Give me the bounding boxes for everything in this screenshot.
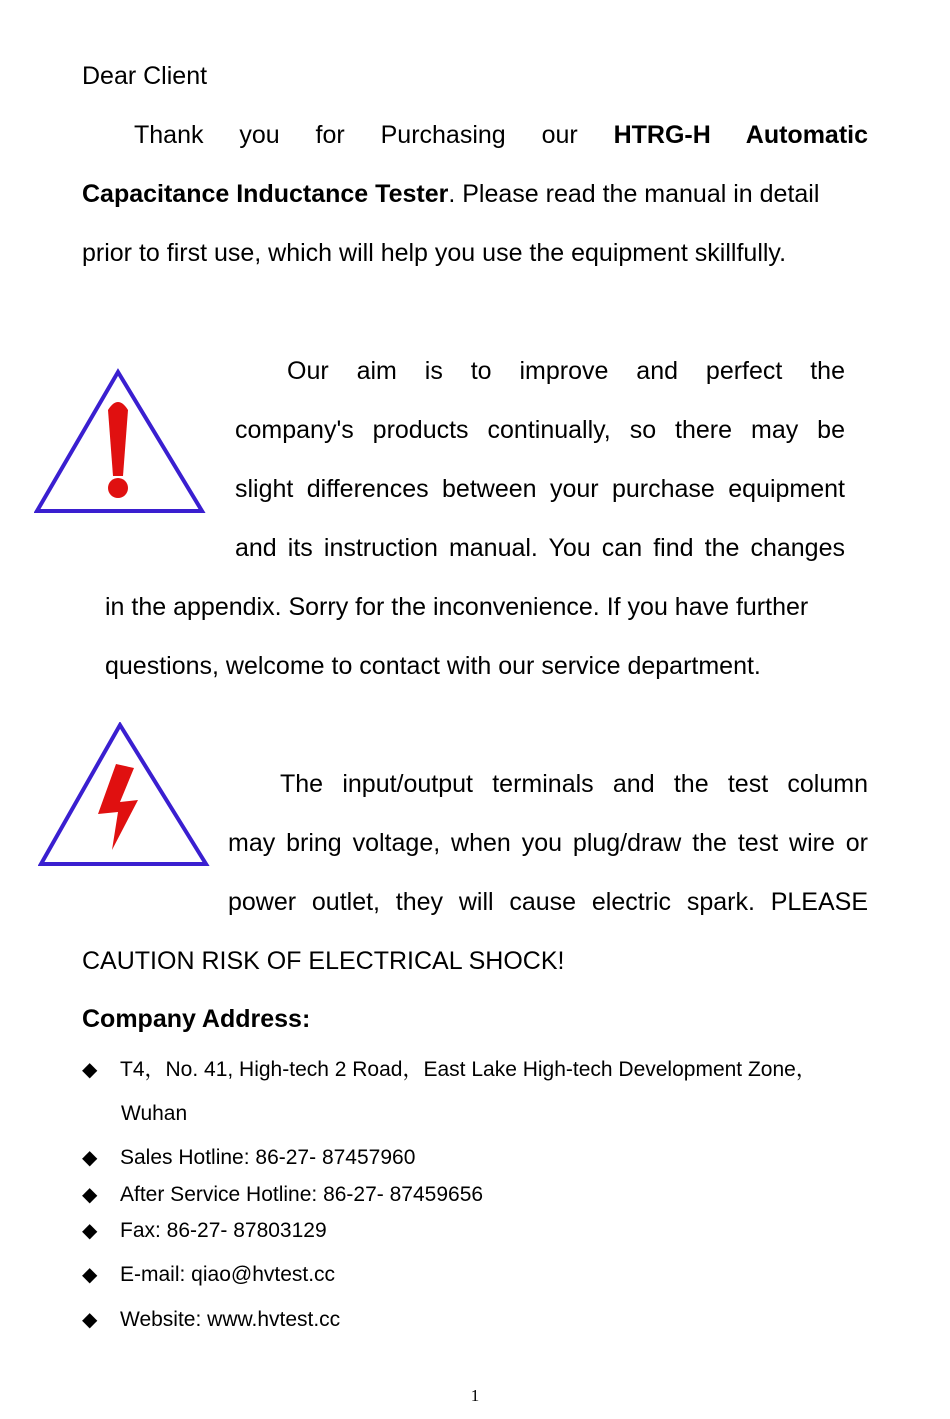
list-item-sales [82, 1145, 415, 1171]
notice-line-2: company's products continually, so there may be [235, 416, 845, 444]
shock-line-4: CAUTION RISK OF ELECTRICAL SHOCK! [82, 947, 565, 975]
notice-line-4: and its instruction manual. You can find the changes [235, 534, 845, 562]
diamond-bullet-icon: ◆ [82, 1264, 98, 1286]
list-item-website [82, 1307, 340, 1333]
after-service-hotline: After Service Hotline: 86-27- 87459656 [120, 1183, 484, 1206]
company-heading: Company Address: [82, 1005, 311, 1033]
address-line-2: Wuhan [121, 1102, 188, 1125]
shock-line-1: The input/output terminals and the test column [280, 770, 868, 798]
intro-line-1 [82, 120, 868, 150]
email: E-mail: qiao@hvtest.cc [120, 1263, 336, 1286]
intro-line-3: prior to first use, which will help you use the equipment skillfully. [82, 239, 787, 267]
intro-text: Thank you for Purchasing our [134, 121, 614, 149]
address-line-1: T4，No. 41, High-tech 2 Road，East Lake High-tech Development Zone， [120, 1058, 817, 1081]
sales-hotline: Sales Hotline: 86-27- 87457960 [120, 1146, 416, 1169]
list-item-fax [82, 1218, 327, 1244]
intro-line-2 [82, 179, 819, 209]
list-item-after-service [82, 1182, 483, 1208]
website: Website: www.hvtest.cc [120, 1308, 341, 1331]
diamond-bullet-icon: ◆ [82, 1309, 98, 1331]
notice-line-3: slight differences between your purchase equipment [235, 475, 845, 503]
diamond-bullet-icon: ◆ [82, 1184, 98, 1206]
exclamation-bar [108, 402, 128, 476]
notice-line-5: in the appendix. Sorry for the inconvenience. If you have further [105, 593, 809, 621]
list-item-email [82, 1262, 335, 1288]
lightning-bolt [98, 764, 138, 850]
exclamation-dot [108, 478, 128, 498]
diamond-bullet-icon: ◆ [82, 1059, 98, 1081]
intro-text-2: . Please read the manual in detail [448, 180, 820, 208]
notice-line-6: questions, welcome to contact with our service department. [105, 652, 761, 680]
shock-line-3: power outlet, they will cause electric spark. PLEASE [228, 888, 868, 916]
greeting: Dear Client [82, 62, 208, 90]
diamond-bullet-icon: ◆ [82, 1147, 98, 1169]
triangle-outline [41, 725, 206, 864]
electric-shock-warning-icon [38, 722, 210, 870]
warning-exclamation-icon [34, 368, 206, 516]
diamond-bullet-icon: ◆ [82, 1220, 98, 1242]
product-name-part2: Capacitance Inductance Tester [82, 180, 449, 208]
shock-line-2: may bring voltage, when you plug/draw the test wire or [228, 829, 868, 857]
product-name-part1: HTRG-H Automatic [613, 121, 869, 149]
fax: Fax: 86-27- 87803129 [120, 1219, 327, 1242]
notice-line-1: Our aim is to improve and perfect the [287, 357, 845, 385]
page-number: 1 [470, 1386, 480, 1405]
list-item-address [82, 1057, 817, 1083]
